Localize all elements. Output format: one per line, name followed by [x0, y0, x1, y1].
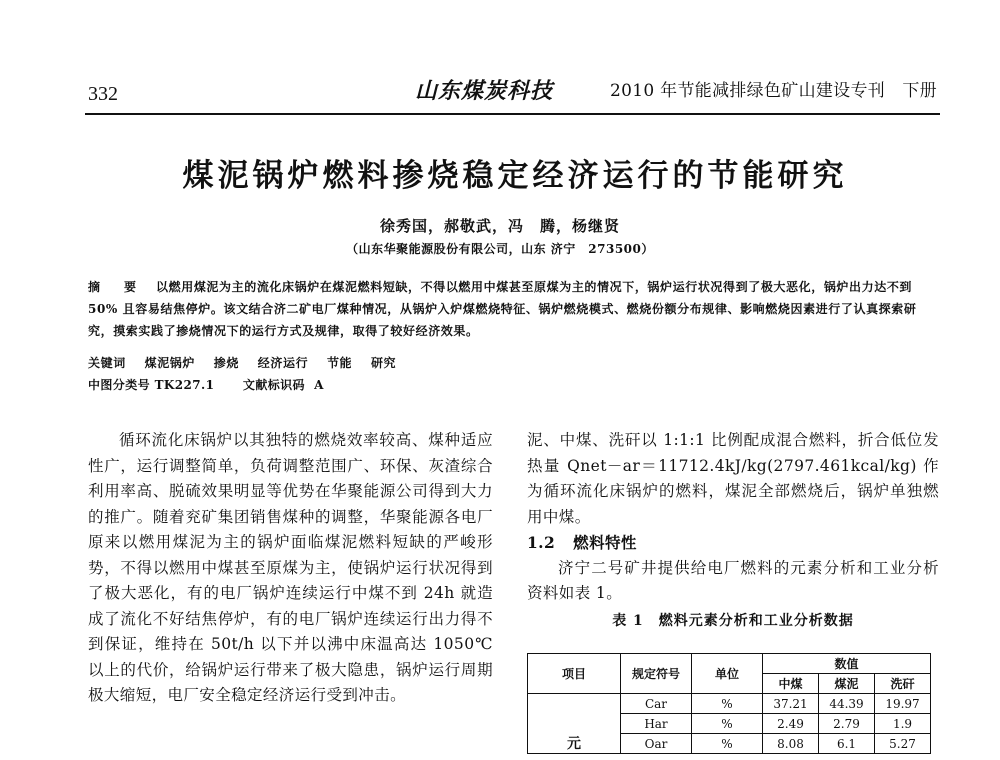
doc-code-label: 文献标识码: [242, 378, 305, 392]
cell-unit: %: [692, 714, 763, 734]
classification-label-value: [88, 378, 214, 392]
keywords: [88, 354, 410, 371]
table-row: [528, 694, 931, 714]
group-label: 元: [528, 694, 621, 754]
header-meini: 煤泥: [819, 674, 875, 694]
body-paragraph: 济宁二号矿井提供给电厂燃料的元素分析和工业分析资料如表 1。: [527, 558, 939, 602]
cell-value: 8.08: [763, 734, 819, 754]
cell-value: 1.9: [875, 714, 931, 734]
table-header-row: [528, 654, 931, 674]
body-paragraph: 泥、中煤、洗矸以 1:1:1 比例配成混合燃料，折合低位发热量 Qnet－ar＝11712.4kJ/kg(2797.461kcal/kg) 作为循环流化床锅炉的燃料，煤泥全部燃烧后，锅炉单独燃用中煤。: [527, 431, 939, 526]
section-number: 1.2: [527, 533, 556, 552]
keyword: 煤泥锅炉: [144, 356, 195, 370]
header-xigan: 洗矸: [875, 674, 931, 694]
page-number: 332: [88, 83, 118, 105]
cell-unit: %: [692, 734, 763, 754]
article-title: 煤泥锅炉燃料掺烧稳定经济运行的节能研究: [182, 158, 848, 194]
keyword: 掺烧: [213, 356, 239, 370]
cell-value: 44.39: [819, 694, 875, 714]
cell-symbol: Car: [621, 694, 692, 714]
keyword: 研究: [370, 356, 397, 370]
cell-symbol: Oar: [621, 734, 692, 754]
cell-value: 37.21: [763, 694, 819, 714]
table-caption: 表 1 燃料元素分析和工业分析数据: [612, 612, 854, 629]
classification: [88, 376, 348, 393]
header-values: 数值: [763, 654, 931, 674]
header-divider: [85, 113, 940, 115]
body-left-column: [88, 428, 493, 709]
keywords-label: 关键词: [88, 356, 126, 370]
header-symbol: 规定符号: [621, 654, 692, 694]
cell-value: 2.79: [819, 714, 875, 734]
section-heading: [527, 530, 939, 556]
issue-title: 2010 年节能减排绿色矿山建设专刊 下册: [610, 81, 937, 101]
doc-code-value: A: [314, 378, 324, 392]
affiliation: （山东华聚能源股份有限公司，山东 济宁 273500）: [346, 242, 654, 256]
cell-value: 5.27: [875, 734, 931, 754]
abstract-label: 摘 要: [88, 280, 143, 294]
cell-unit: %: [692, 694, 763, 714]
cell-value: 19.97: [875, 694, 931, 714]
header-item: 项目: [528, 654, 621, 694]
header-zhongmei: 中煤: [763, 674, 819, 694]
cell-symbol: Har: [621, 714, 692, 734]
keyword: 节能: [326, 356, 353, 370]
classification-label: 中图分类号: [88, 378, 151, 392]
journal-logo: 山东煤炭科技: [415, 78, 554, 104]
classification-value: TK227.1: [154, 378, 215, 392]
doc-code: [243, 378, 324, 392]
abstract-text: 以燃用煤泥为主的流化床锅炉在煤泥燃料短缺，不得以燃用中煤甚至原煤为主的情况下，锅炉运行状况得到了极大恶化，锅炉出力达不到 50% 且容易结焦停炉。该文结合济二矿电厂煤种情况，从锅炉入炉煤燃烧特征、锅炉燃烧模式、燃烧份额分布规律、影响燃烧因素进行了认真探索研究，摸索实践了掺烧情况下的运行方式及规律，取得了较好经济效果。: [88, 280, 917, 338]
abstract: [88, 276, 938, 342]
authors: 徐秀国，郝敬武，冯 腾，杨继贤: [379, 217, 620, 235]
body-right-column: [527, 428, 939, 634]
cell-value: 6.1: [819, 734, 875, 754]
body-paragraph: 循环流化床锅炉以其独特的燃烧效率较高、煤种适应性广，运行调整简单，负荷调整范围广、环保、灰渣综合利用率高、脱硫效果明显等优势在华聚能源公司得到大力的推广。随着兖矿集团销售煤种的调整，华聚能源各电厂原来以燃用煤泥为主的锅炉面临煤泥燃料短缺的严峻形势，不得以燃用中煤甚至原煤为主，使锅炉运行状况得到了极大恶化，有的电厂锅炉连续运行中煤不到 24h 就造成了流化不好结焦停炉，有的电厂锅炉连续运行出力得不到保证，维持在 50t/h 以下并以沸中床温高达 1050℃ 以上的代价，给锅炉运行带来了极大隐患，锅炉运行周期极大缩短，电厂安全稳定经济运行受到冲击。: [88, 431, 493, 704]
section-title: 燃料特性: [573, 533, 637, 552]
fuel-analysis-table: [527, 653, 931, 754]
cell-value: 2.49: [763, 714, 819, 734]
header-unit: 单位: [692, 654, 763, 694]
keyword: 经济运行: [257, 356, 309, 370]
